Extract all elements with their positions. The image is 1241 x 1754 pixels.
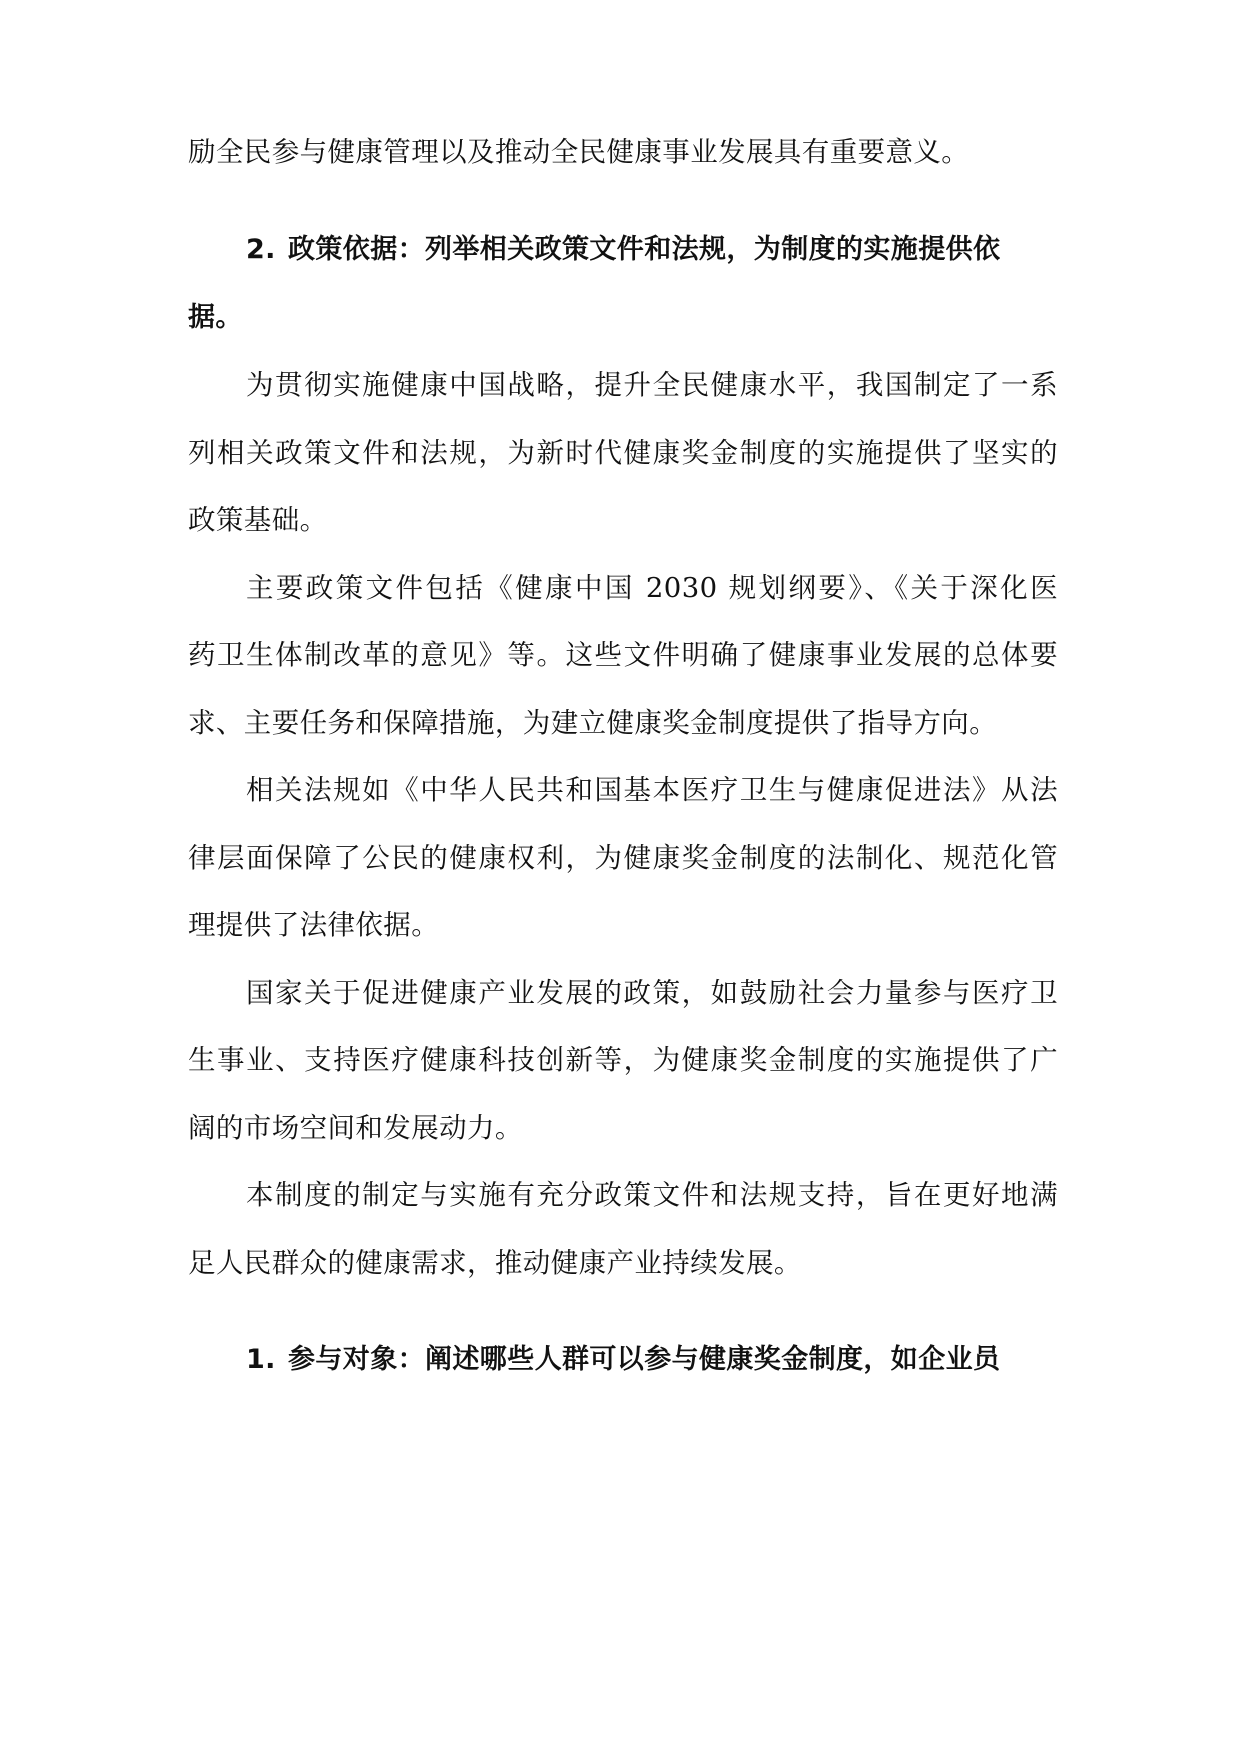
section-heading-policy-basis: [246, 230, 1116, 270]
paragraph-line: 律层面保障了公民的健康权利，为健康奖金制度的法制化、规范化管: [188, 842, 1058, 874]
heading-text: 参与对象：阐述哪些人群可以参与健康奖金制度，如企业员: [288, 1344, 1001, 1375]
paragraph-line: 足人民群众的健康需求，推动健康产业持续发展。: [188, 1247, 802, 1279]
paragraph-line: 列相关政策文件和法规，为新时代健康奖金制度的实施提供了坚实的: [188, 437, 1058, 469]
paragraph-line: 为贯彻实施健康中国战略，提升全民健康水平，我国制定了一系: [246, 369, 1058, 401]
heading-number: 1.: [246, 1344, 276, 1375]
paragraph-line: 求、主要任务和保障措施，为建立健康奖金制度提供了指导方向。: [188, 707, 998, 739]
paragraph-line: 主要政策文件包括《健康中国 2030 规划纲要》、《关于深化医: [246, 572, 1058, 604]
paragraph-line: 国家关于促进健康产业发展的政策，如鼓励社会力量参与医疗卫: [246, 977, 1058, 1009]
paragraph-line: 政策基础。: [188, 504, 328, 536]
heading-text: 列举相关政策文件和法规，为制度的实施提供依: [425, 234, 1001, 265]
section-heading-participants: [246, 1340, 1116, 1380]
paragraph-line: 相关法规如《中华人民共和国基本医疗卫生与健康促进法》从法: [246, 774, 1058, 806]
section-heading-continuation: 据。: [188, 302, 243, 333]
heading-title: 政策依据：: [288, 234, 425, 265]
paragraph-line: 本制度的制定与实施有充分政策文件和法规支持，旨在更好地满: [246, 1179, 1058, 1211]
paragraph-line: 生事业、支持医疗健康科技创新等，为健康奖金制度的实施提供了广: [188, 1044, 1058, 1076]
paragraph-line: 阔的市场空间和发展动力。: [188, 1112, 523, 1144]
heading-number: 2.: [246, 234, 276, 265]
paragraph-line: 励全民参与健康管理以及推动全民健康事业发展具有重要意义。: [188, 136, 970, 168]
paragraph-line: 理提供了法律依据。: [188, 909, 440, 941]
paragraph-line: 药卫生体制改革的意见》等。这些文件明确了健康事业发展的总体要: [188, 639, 1058, 671]
